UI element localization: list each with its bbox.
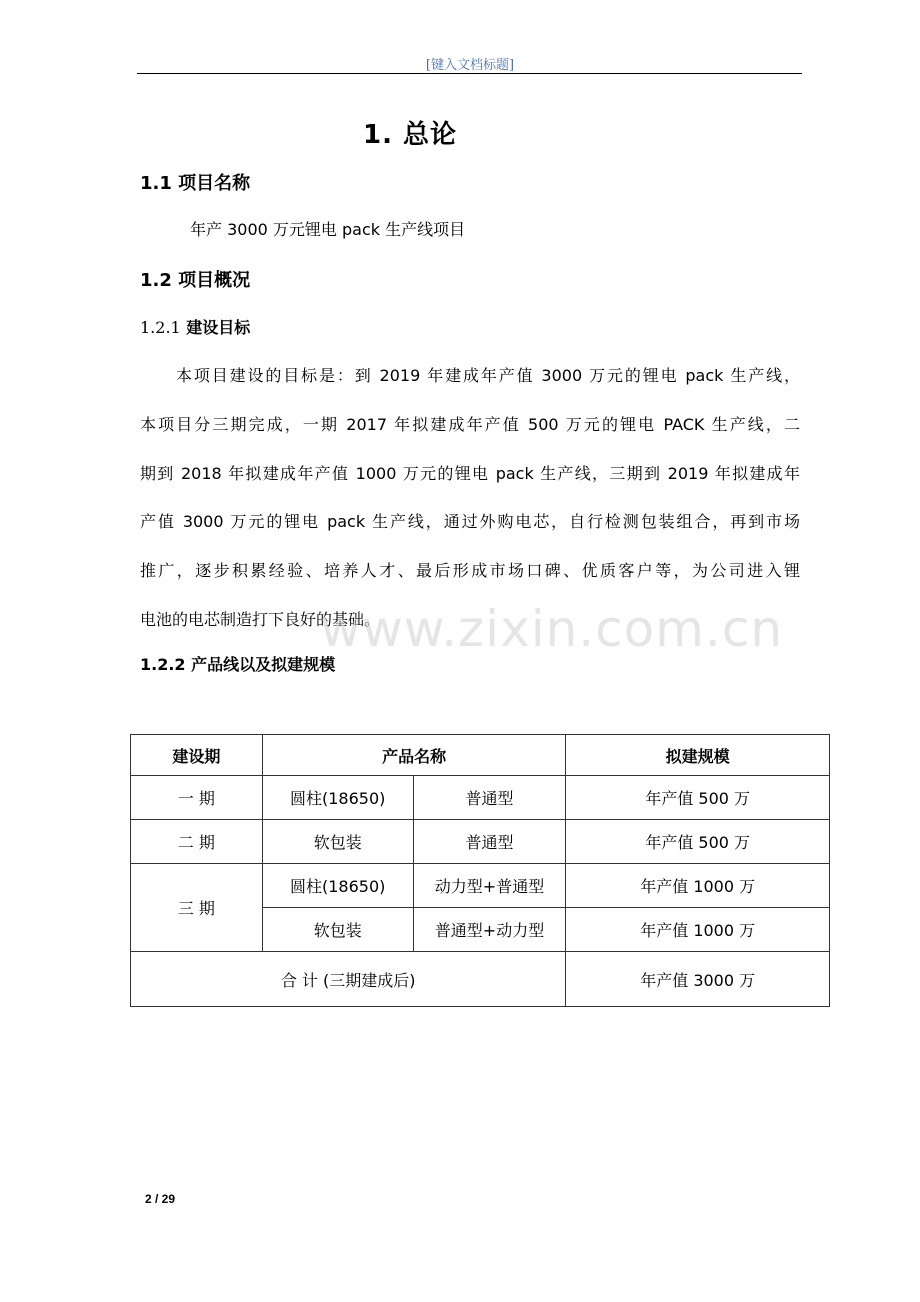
subsection-title: 建设目标 <box>186 318 251 337</box>
table-row <box>131 864 830 908</box>
cell-type: 动力型+普通型 <box>413 864 566 908</box>
header-phase: 建设期 <box>131 735 263 776</box>
cell-scale: 年产值 500 万 <box>566 820 830 864</box>
cell-form: 圆柱(18650) <box>262 864 413 908</box>
header-divider <box>137 73 802 74</box>
section-heading-project-name: 1.1 项目名称 <box>140 173 251 194</box>
cell-phase: 一 期 <box>131 776 263 820</box>
paragraph-line: 电池的电芯制造打下良好的基础。 <box>140 609 381 629</box>
table-header-row <box>131 735 830 776</box>
cell-phase: 三 期 <box>131 864 263 952</box>
header-document-title: [键入文档标题] <box>425 58 515 73</box>
subsection-heading-product-lines: 1.2.2 产品线以及拟建规模 <box>140 655 336 674</box>
watermark: www.zixin.com.cn <box>320 600 784 658</box>
chapter-title: 1. 总论 <box>362 120 458 150</box>
subsection-heading-construction-goal <box>140 315 250 338</box>
cell-scale: 年产值 1000 万 <box>566 864 830 908</box>
cell-total-scale: 年产值 3000 万 <box>566 952 830 1007</box>
cell-scale: 年产值 500 万 <box>566 776 830 820</box>
table-row <box>131 776 830 820</box>
cell-type: 普通型+动力型 <box>413 908 566 952</box>
paragraph-line: 产值 3000 万元的锂电 pack 生产线，通过外购电芯，自行检测包装组合，再到市场 <box>140 512 800 532</box>
header-planned-scale: 拟建规模 <box>566 735 830 776</box>
product-scale-table <box>130 734 830 1007</box>
paragraph-line: 本项目分三期完成，一期 2017 年拟建成年产值 500 万元的锂电 PACK 生产线，二 <box>140 414 800 434</box>
paragraph-line: 推广，逐步积累经验、培养人才、最后形成市场口碑、优质客户等，为公司进入锂 <box>140 561 800 581</box>
project-name-text: 年产 3000 万元锂电 pack 生产线项目 <box>190 220 466 239</box>
header-product-name: 产品名称 <box>262 735 566 776</box>
cell-type: 普通型 <box>413 776 566 820</box>
cell-form: 软包装 <box>262 820 413 864</box>
table-row <box>131 820 830 864</box>
subsection-number: 1.2.1 <box>140 318 181 337</box>
paragraph-line: 期到 2018 年拟建成年产值 1000 万元的锂电 pack 生产线，三期到 2019 年拟建成年 <box>140 463 800 483</box>
paragraph-line: 本项目建设的目标是：到 2019 年建成年产值 3000 万元的锂电 pack 生产线， <box>176 366 800 385</box>
construction-goal-paragraph <box>140 352 800 645</box>
table-total-row <box>131 952 830 1007</box>
cell-phase: 二 期 <box>131 820 263 864</box>
cell-form: 软包装 <box>262 908 413 952</box>
cell-total-label: 合 计 (三期建成后) <box>131 952 566 1007</box>
cell-scale: 年产值 1000 万 <box>566 908 830 952</box>
page-number: 2 / 29 <box>145 1192 176 1206</box>
cell-form: 圆柱(18650) <box>262 776 413 820</box>
cell-type: 普通型 <box>413 820 566 864</box>
section-heading-project-overview: 1.2 项目概况 <box>140 270 251 291</box>
